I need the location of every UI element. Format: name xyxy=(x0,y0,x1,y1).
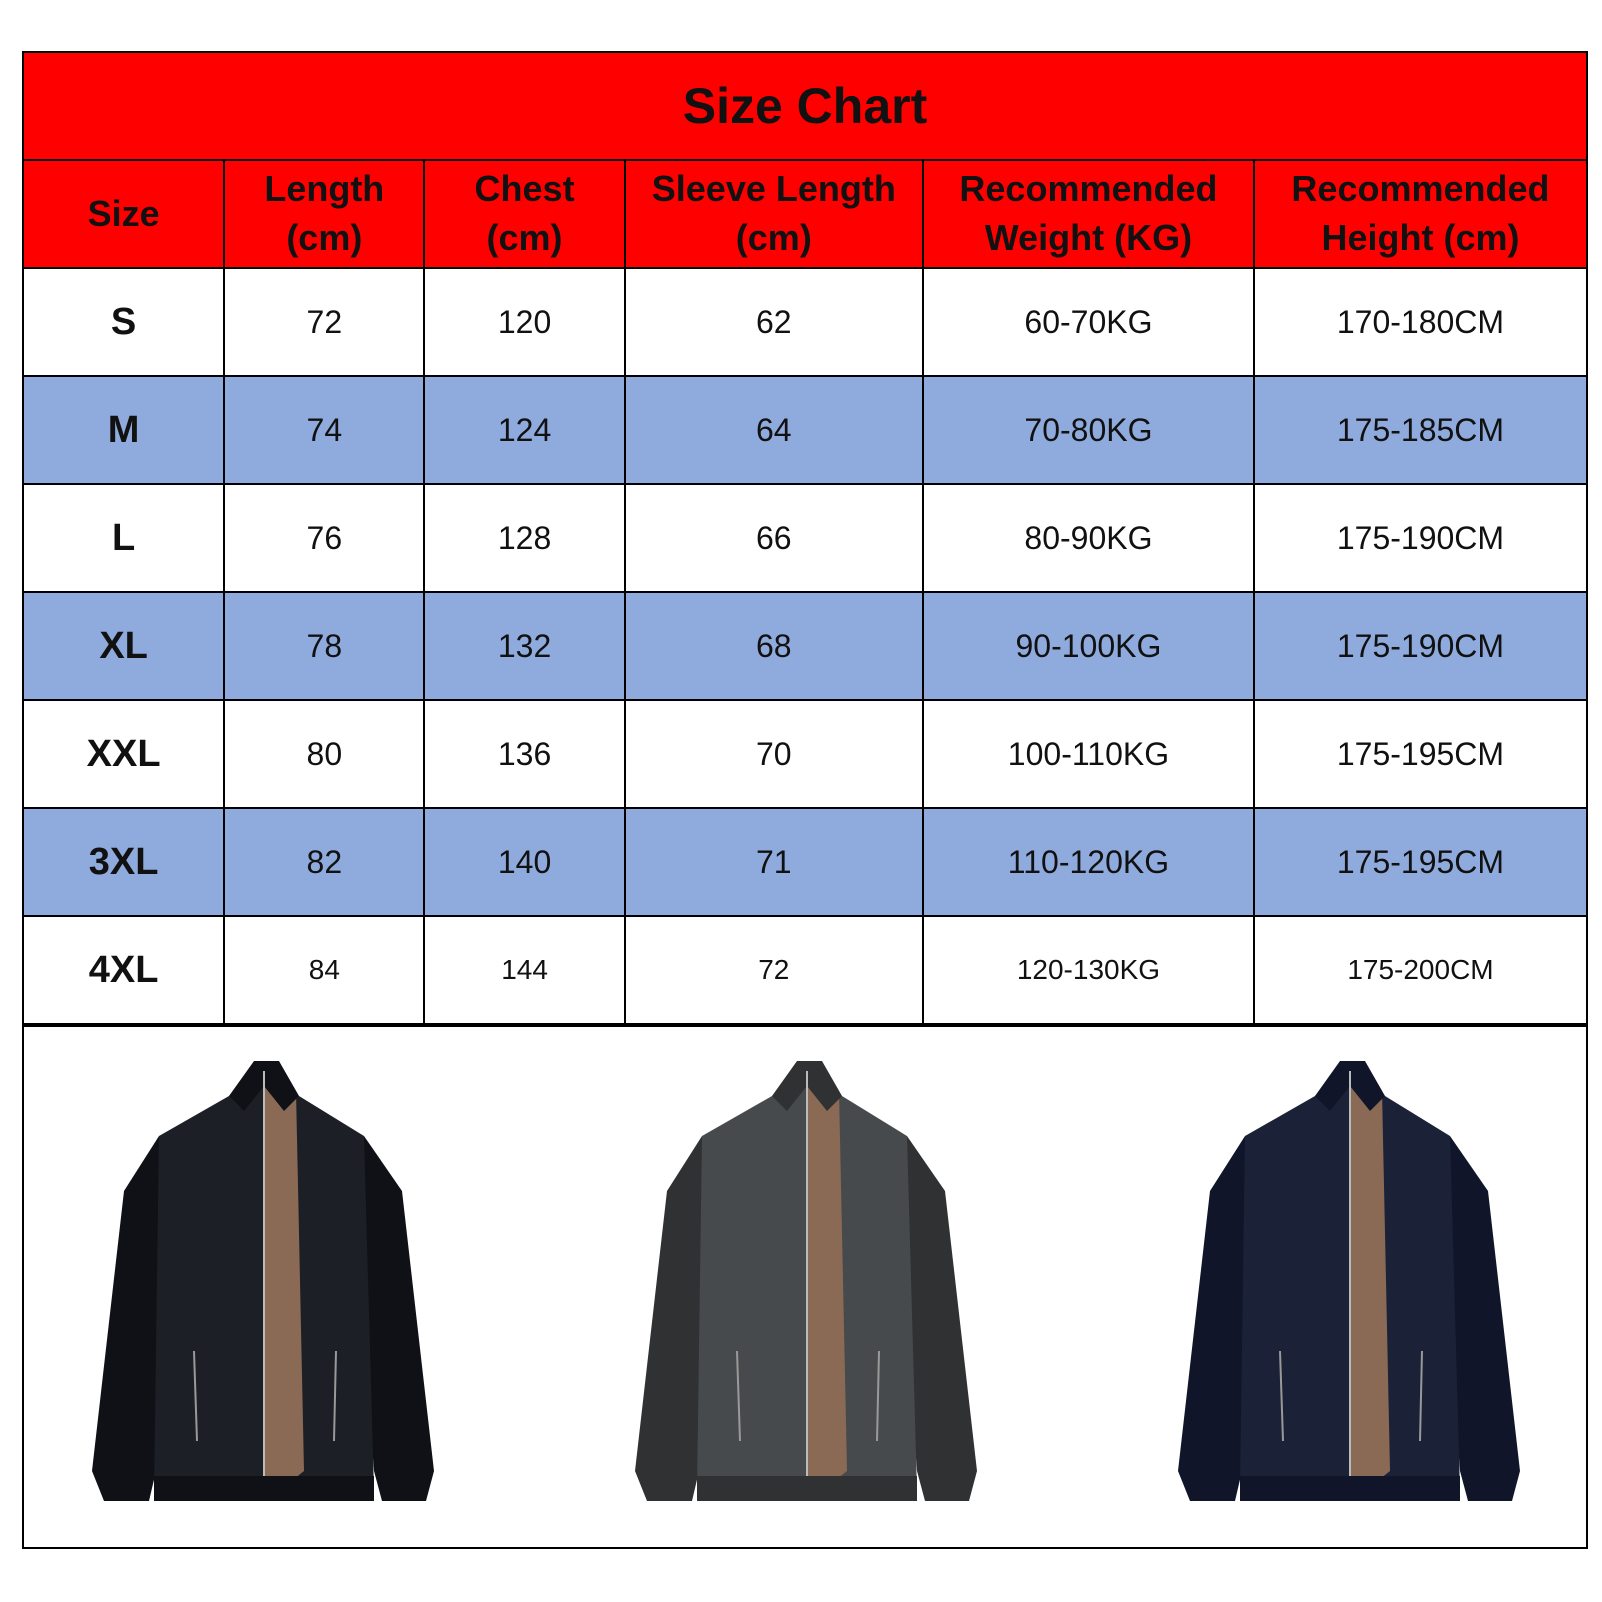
height-cell: 170-180CM xyxy=(1254,268,1586,376)
length-cell: 76 xyxy=(224,484,424,592)
height-cell: 175-190CM xyxy=(1254,592,1586,700)
table-row xyxy=(24,808,1586,916)
size-cell: S xyxy=(24,268,224,376)
header-length: Length (cm) xyxy=(224,161,424,268)
table-row xyxy=(24,376,1586,484)
product-photos xyxy=(24,1025,1586,1547)
jacket-image-black xyxy=(64,1051,464,1521)
length-cell: 74 xyxy=(224,376,424,484)
size-cell: M xyxy=(24,376,224,484)
sleeve-cell: 72 xyxy=(625,916,923,1024)
size-cell: L xyxy=(24,484,224,592)
chart-title: Size Chart xyxy=(24,53,1586,161)
weight-cell: 60-70KG xyxy=(923,268,1254,376)
table-row xyxy=(24,592,1586,700)
height-cell: 175-195CM xyxy=(1254,808,1586,916)
height-cell: 175-200CM xyxy=(1254,916,1586,1024)
sleeve-cell: 66 xyxy=(625,484,923,592)
sleeve-cell: 71 xyxy=(625,808,923,916)
chest-cell: 128 xyxy=(424,484,624,592)
height-cell: 175-195CM xyxy=(1254,700,1586,808)
chest-cell: 120 xyxy=(424,268,624,376)
jacket-image-gray xyxy=(607,1051,1007,1521)
size-table xyxy=(24,161,1586,1025)
height-cell: 175-185CM xyxy=(1254,376,1586,484)
height-cell: 175-190CM xyxy=(1254,484,1586,592)
sleeve-cell: 68 xyxy=(625,592,923,700)
weight-cell: 70-80KG xyxy=(923,376,1254,484)
chest-cell: 136 xyxy=(424,700,624,808)
chest-cell: 144 xyxy=(424,916,624,1024)
sleeve-cell: 62 xyxy=(625,268,923,376)
table-row xyxy=(24,916,1586,1024)
header-recommended-height: Recommended Height (cm) xyxy=(1254,161,1586,268)
size-cell: XXL xyxy=(24,700,224,808)
weight-cell: 110-120KG xyxy=(923,808,1254,916)
weight-cell: 120-130KG xyxy=(923,916,1254,1024)
length-cell: 82 xyxy=(224,808,424,916)
jacket-image-navy xyxy=(1150,1051,1550,1521)
chest-cell: 140 xyxy=(424,808,624,916)
header-chest: Chest (cm) xyxy=(424,161,624,268)
header-row xyxy=(24,161,1586,268)
size-cell: XL xyxy=(24,592,224,700)
table-row xyxy=(24,700,1586,808)
chest-cell: 124 xyxy=(424,376,624,484)
length-cell: 84 xyxy=(224,916,424,1024)
table-row xyxy=(24,268,1586,376)
weight-cell: 80-90KG xyxy=(923,484,1254,592)
sleeve-cell: 70 xyxy=(625,700,923,808)
size-chart xyxy=(22,51,1588,1549)
weight-cell: 100-110KG xyxy=(923,700,1254,808)
sleeve-cell: 64 xyxy=(625,376,923,484)
length-cell: 80 xyxy=(224,700,424,808)
chest-cell: 132 xyxy=(424,592,624,700)
size-cell: 4XL xyxy=(24,916,224,1024)
header-sleeve-length: Sleeve Length (cm) xyxy=(625,161,923,268)
length-cell: 78 xyxy=(224,592,424,700)
header-recommended-weight: Recommended Weight (KG) xyxy=(923,161,1254,268)
header-size: Size xyxy=(24,161,224,268)
length-cell: 72 xyxy=(224,268,424,376)
table-row xyxy=(24,484,1586,592)
size-cell: 3XL xyxy=(24,808,224,916)
weight-cell: 90-100KG xyxy=(923,592,1254,700)
